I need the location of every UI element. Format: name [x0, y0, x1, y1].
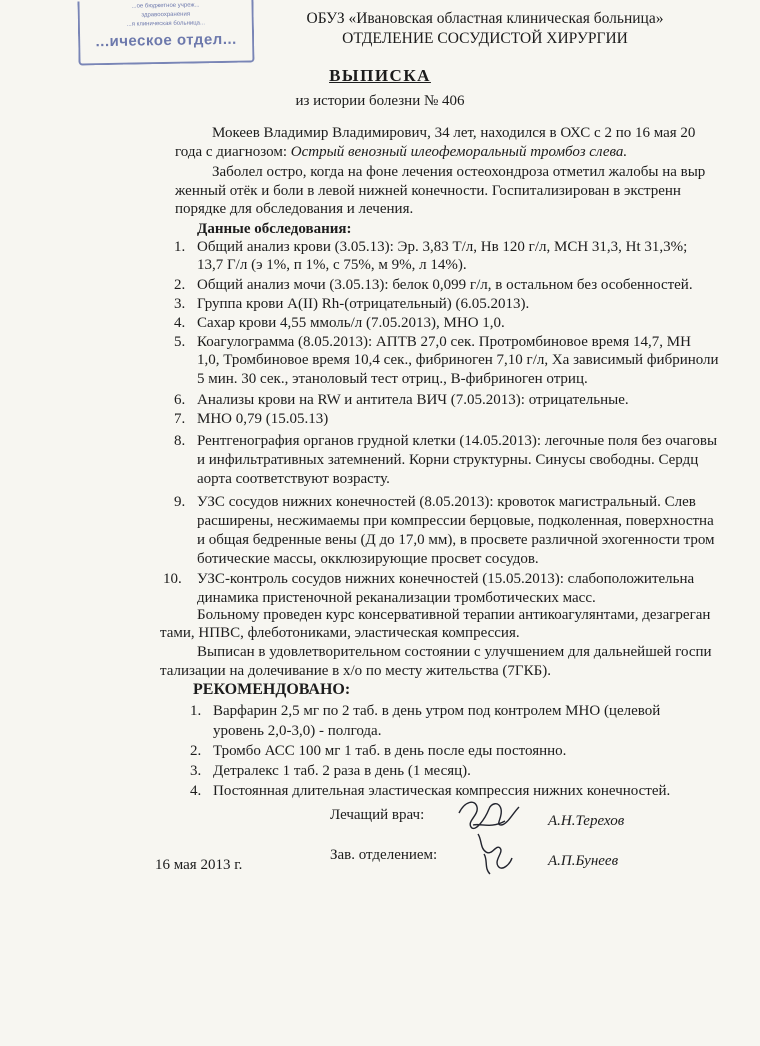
rec-number: 4. — [190, 783, 202, 799]
therapy-line: Больному проведен курс консервативной терапии антикоагулянтами, дезагреган — [197, 607, 711, 623]
head-signature — [470, 830, 518, 878]
rec-line: уровень 2,0-3,0) - полгода. — [213, 723, 382, 739]
document-date: 16 мая 2013 г. — [155, 857, 243, 873]
stamp-line-2: здравоохранения — [141, 11, 191, 19]
rec-number: 1. — [190, 703, 202, 719]
exam-number: 8. — [174, 433, 186, 449]
exam-number: 4. — [174, 315, 186, 331]
exam-line: Рентгенография органов грудной клетки (14.05.2013): легочные поля без очаговы — [197, 433, 718, 449]
hospital-name: ОБУЗ «Ивановская областная клиническая больница» — [306, 10, 664, 27]
exam-number: 7. — [174, 411, 186, 427]
document-title: ВЫПИСКА — [329, 66, 431, 85]
therapy-line: тами, НПВС, флеботониками, эластическая компрессия. — [160, 625, 520, 641]
exam-number: 2. — [174, 277, 186, 293]
anamnesis-line: порядке для обследования и лечения. — [175, 201, 414, 217]
anamnesis-line: Заболел остро, когда на фоне лечения остеохондроза отметил жалобы на выр — [212, 164, 706, 180]
exam-line: динамика пристеночной реканализации тромботических масс. — [197, 590, 596, 606]
exam-line: 1,0, Тромбиновое время 10,4 сек., фибриноген 7,10 г/л, Ха зависимый фибриноли — [197, 352, 719, 368]
doctor-name: А.Н.Терехов — [548, 813, 625, 829]
discharge-line: Выписан в удовлетворительном состоянии с улучшением для дальнейшей госпи — [197, 644, 712, 660]
exam-line: аорта соответствуют возрасту. — [197, 471, 390, 487]
exam-line: Общий анализ мочи (3.05.13): белок 0,099 г/л, в остальном без особенностей. — [197, 277, 693, 293]
diagnosis-label: года с диагнозом: — [175, 144, 291, 160]
rec-line: Варфарин 2,5 мг по 2 таб. в день утром под контролем МНО (целевой — [213, 703, 661, 719]
exam-number: 6. — [174, 392, 186, 408]
exam-line: Группа крови A(II) Rh-(отрицательный) (6.05.2013). — [197, 296, 530, 312]
exam-number: 3. — [174, 296, 186, 312]
exam-heading: Данные обследования: — [197, 221, 352, 237]
exam-line: и инфильтративных затемнений. Корни структурны. Синусы свободны. Сердц — [197, 452, 699, 468]
intro-line-2 — [175, 143, 627, 161]
stamp-line-1: ...ое бюджетное учреж... — [131, 2, 200, 10]
exam-line: Сахар крови 4,55 ммоль/л (7.05.2013), МНО 1,0. — [197, 315, 505, 331]
recommendations-heading: РЕКОМЕНДОВАНО: — [193, 681, 351, 698]
stamp-line-3: ...я клиническая больница... — [126, 20, 206, 28]
exam-line: УЗС-контроль сосудов нижних конечностей (15.05.2013): слабоположительна — [197, 571, 695, 587]
head-name: А.П.Бунеев — [548, 853, 619, 869]
rec-line: Тромбо АСС 100 мг 1 таб. в день после еды постоянно. — [213, 743, 567, 759]
exam-line: УЗС сосудов нижних конечностей (8.05.2013): кровоток магистральный. Слев — [197, 494, 696, 510]
exam-line: Коагулограмма (8.05.2013): АПТВ 27,0 сек. Протромбиновое время 14,7, МН — [197, 334, 691, 350]
doctor-label: Лечащий врач: — [330, 807, 425, 823]
rec-line: Постоянная длительная эластическая компрессия нижних конечностей. — [213, 783, 671, 799]
exam-line: МНО 0,79 (15.05.13) — [197, 411, 329, 427]
exam-line: расширены, несжимаемы при компрессии берцовые, подколенная, поверхностна — [197, 513, 714, 529]
exam-number: 10. — [163, 571, 182, 587]
head-label: Зав. отделением: — [330, 847, 438, 863]
exam-line: 5 мин. 30 сек., этаноловый тест отриц., В-фибриноген отриц. — [197, 371, 588, 387]
exam-line: и общая бедренные вены (Д до 17,0 мм), в просвете различной эхогенности тром — [197, 532, 715, 548]
exam-line: 13,7 Г/л (э 1%, п 1%, с 75%, м 9%, л 14%). — [197, 257, 467, 273]
exam-line: Анализы крови на RW и антитела ВИЧ (7.05.2013): отрицательные. — [197, 392, 629, 408]
exam-number: 5. — [174, 334, 186, 350]
diagnosis: Острый венозный илеофеморальный тромбоз слева. — [290, 144, 628, 160]
discharge-line: тализации на долечивание в х/о по месту жительства (7ГКБ). — [160, 663, 551, 679]
exam-number: 9. — [174, 494, 186, 510]
anamnesis-line: женный отёк и боли в левой нижней конечности. Госпитализирован в экстренн — [175, 183, 681, 199]
institution-stamp — [77, 0, 254, 66]
rec-number: 2. — [190, 743, 202, 759]
exam-line: ботические массы, окклюзирующие просвет сосудов. — [197, 551, 539, 567]
document-subtitle: из истории болезни № 406 — [295, 93, 465, 109]
department-name: ОТДЕЛЕНИЕ СОСУДИСТОЙ ХИРУРГИИ — [342, 30, 628, 47]
exam-line: Общий анализ крови (3.05.13): Эр. 3,83 Т/л, Нв 120 г/л, MCH 31,3, Ht 31,3%; — [197, 239, 688, 255]
rec-line: Детралекс 1 таб. 2 раза в день (1 месяц). — [213, 763, 471, 779]
rec-number: 3. — [190, 763, 202, 779]
exam-number: 1. — [174, 239, 186, 255]
intro-line-1: Мокеев Владимир Владимирович, 34 лет, находился в ОХС с 2 по 16 мая 20 — [212, 125, 696, 141]
stamp-line-4: ...ическое отдел... — [95, 30, 237, 51]
